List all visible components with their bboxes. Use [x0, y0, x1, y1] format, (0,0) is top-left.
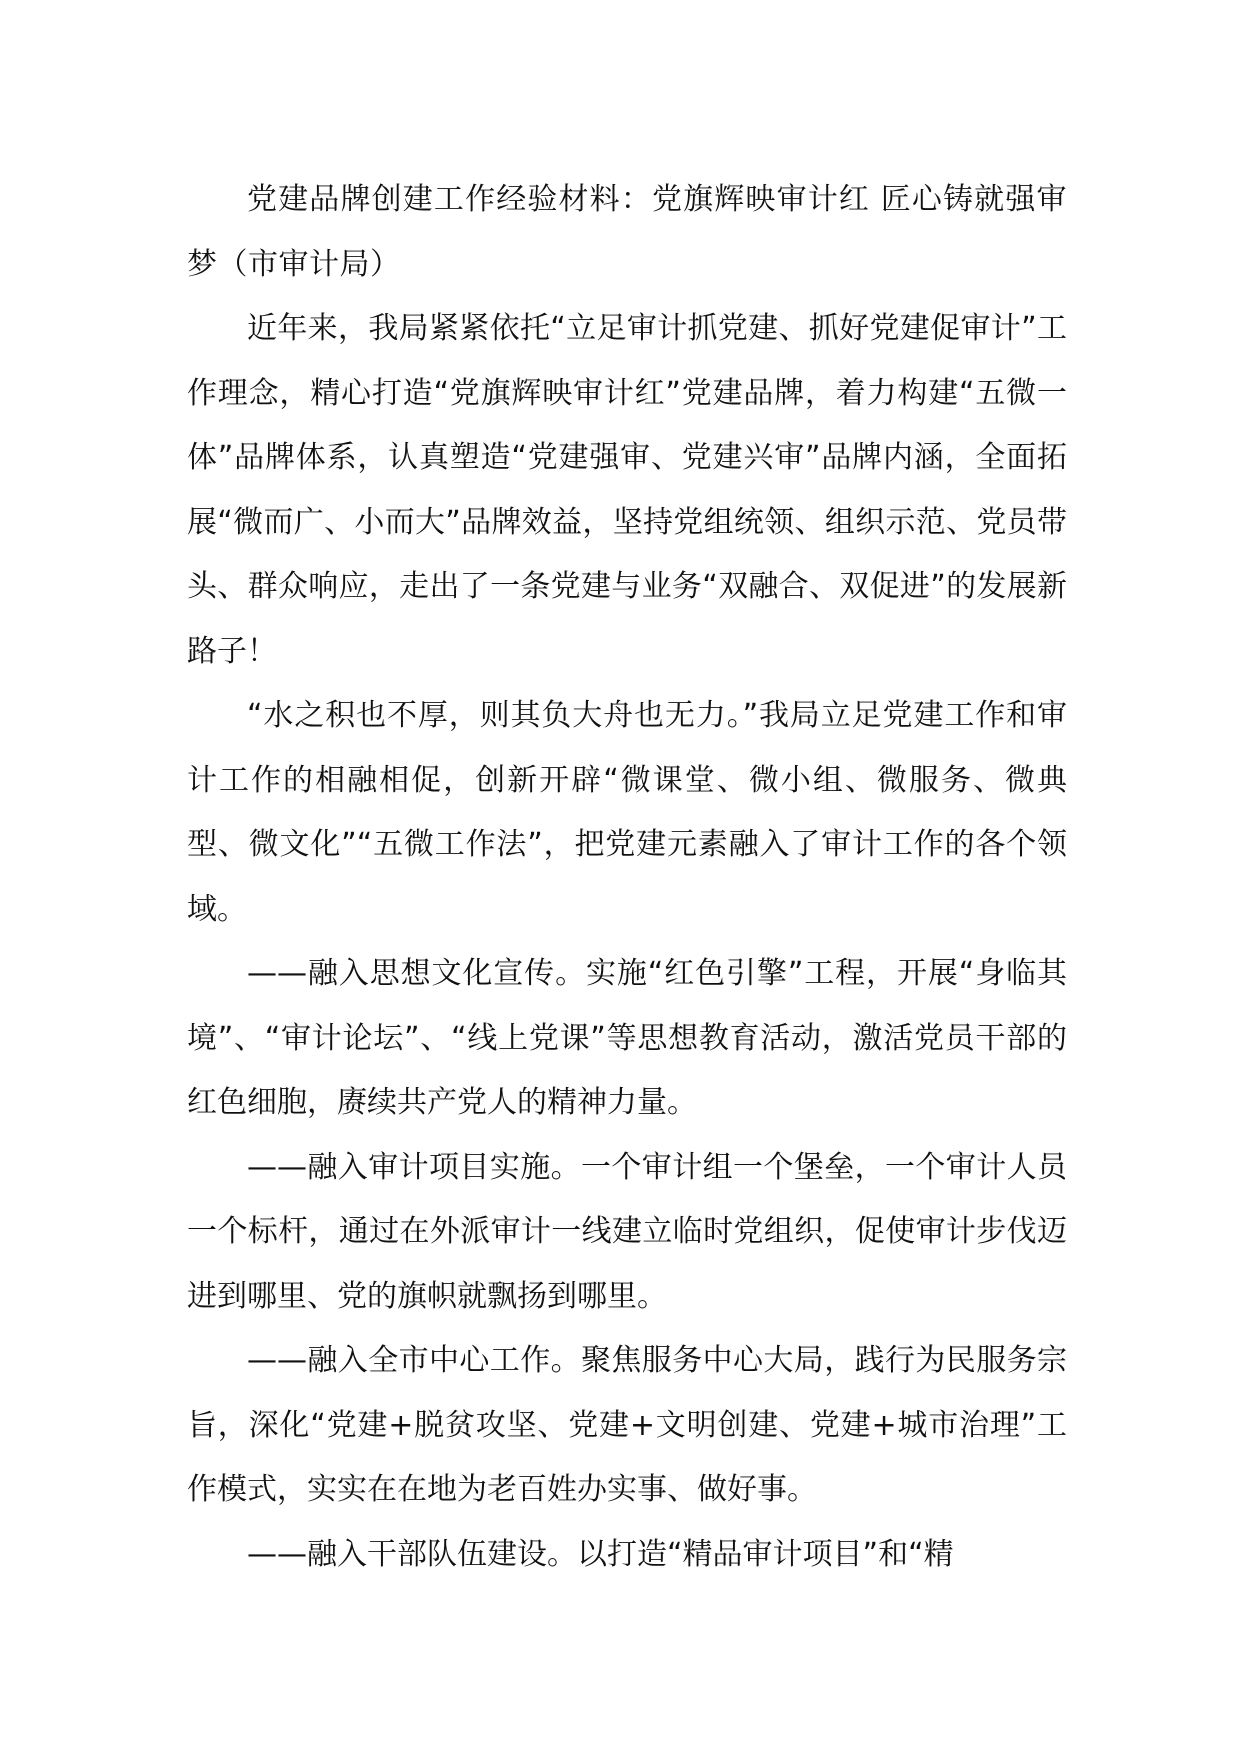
document-body — [187, 168, 1067, 1587]
paragraph-cadre-building: ——融入干部队伍建设。以打造“精品审计项目”和“精 — [247, 1536, 954, 1572]
paragraph-five-micro: “水之积也不厚，则其负大舟也无力。”我局立足党建工作和审计工作的相融相促，创新开辟“微课堂、微小组、微服务、微典型、微文化”“五微工作法”，把党建元素融入了审计工作的各个领域。 — [187, 698, 1067, 927]
paragraph-ideology: ——融入思想文化宣传。实施“红色引擎”工程，开展“身临其境”、“审计论坛”、“线上党课”等思想教育活动，激活党员干部的红色细胞，赓续共产党人的精神力量。 — [187, 956, 1067, 1120]
paragraph-audit-projects: ——融入审计项目实施。一个审计组一个堡垒，一个审计人员一个标杆，通过在外派审计一线建立临时党组织，促使审计步伐迈进到哪里、党的旗帜就飘扬到哪里。 — [187, 1149, 1067, 1314]
paragraph-intro: 近年来，我局紧紧依托“立足审计抓党建、抓好党建促审计”工作理念，精心打造“党旗辉映审计红”党建品牌，着力构建“五微一体”品牌体系，认真塑造“党建强审、党建兴审”品牌内涵，全面拓展“微而广、小而大”品牌效益，坚持党组统领、组织示范、党员带头、群众响应，走出了一条党建与业务“双融合、双促进”的发展新路子！ — [187, 311, 1067, 669]
document-title: 党建品牌创建工作经验材料：党旗辉映审计红 匠心铸就强审梦（市审计局） — [187, 182, 1067, 282]
paragraph-city-work: ——融入全市中心工作。聚焦服务中心大局，践行为民服务宗旨，深化“党建+脱贫攻坚、党建+文明创建、党建+城市治理”工作模式，实实在在地为老百姓办实事、做好事。 — [187, 1343, 1067, 1507]
